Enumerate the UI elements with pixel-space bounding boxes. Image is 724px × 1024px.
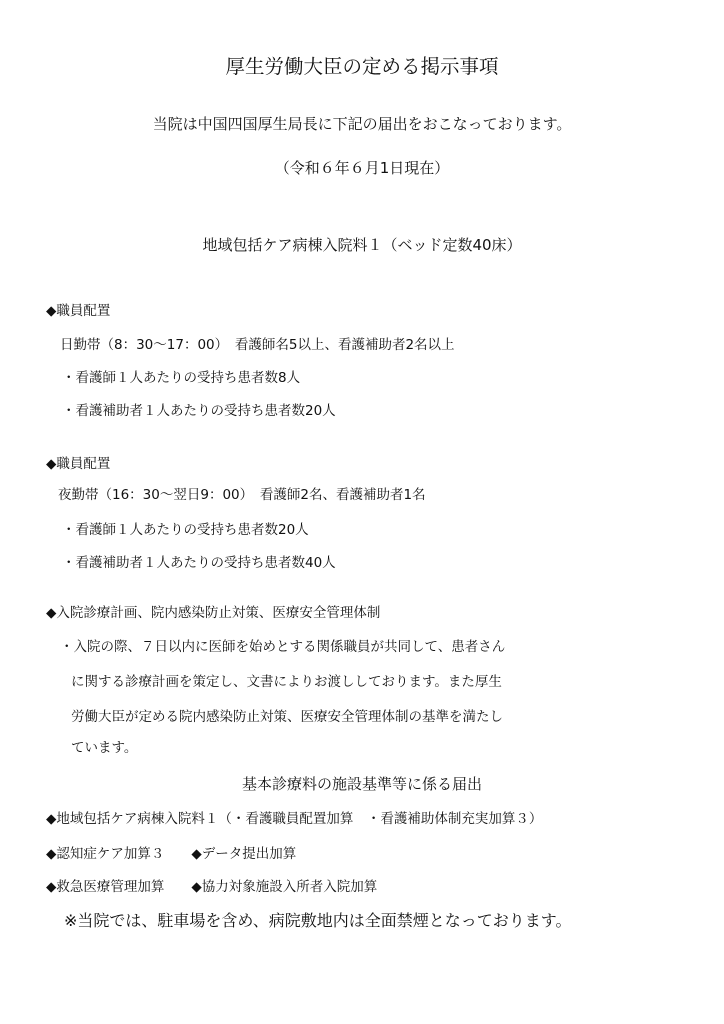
- facility-heading: 基本診療料の施設基準等に係る届出: [241, 775, 482, 793]
- page-title: 厚生労働大臣の定める掲示事項: [225, 55, 499, 78]
- staffing-night-bullet: ・看護補助者１人あたりの受持ち患者数40人: [62, 555, 336, 571]
- staffing-day-shift: 日勤帯（8：30～17：00） 看護師名5以上、看護補助者2名以上: [60, 337, 455, 353]
- facility-item: ◆認知症ケア加算３ ◆データ提出加算: [46, 846, 297, 862]
- no-smoking-notice: ※当院では、駐車場を含め、病院敷地内は全面禁煙となっております。: [64, 911, 572, 930]
- facility-item: ◆地域包括ケア病棟入院料１（・看護職員配置加算 ・看護補助体制充実加算３）: [46, 811, 543, 827]
- staffing-night-bullet: ・看護師１人あたりの受持ち患者数20人: [62, 522, 309, 538]
- plans-heading: ◆入院診療計画、院内感染防止対策、医療安全管理体制: [46, 605, 381, 621]
- ward-title: 地域包括ケア病棟入院料１（ベッド定数40床）: [202, 236, 522, 254]
- plans-line: に関する診療計画を策定し、文書によりお渡ししております。また厚生: [71, 674, 502, 690]
- staffing-day-bullet: ・看護師１人あたりの受持ち患者数8人: [62, 370, 301, 386]
- facility-item: ◆救急医療管理加算 ◆協力対象施設入所者入院加算: [46, 879, 378, 895]
- plans-line: ・入院の際、７日以内に医師を始めとする関係職員が共同して、患者さん: [60, 639, 506, 655]
- staffing-day-bullet: ・看護補助者１人あたりの受持ち患者数20人: [62, 403, 336, 419]
- page-subtitle: 当院は中国四国厚生局長に下記の届出をおこなっております。: [152, 115, 572, 133]
- plans-line: 労働大臣が定める院内感染防止対策、医療安全管理体制の基準を満たし: [71, 709, 503, 725]
- plans-line: ています。: [71, 740, 138, 756]
- effective-date: （令和６年６月1日現在）: [274, 159, 450, 177]
- staffing-day-heading: ◆職員配置: [46, 303, 111, 319]
- staffing-night-heading: ◆職員配置: [46, 456, 111, 472]
- staffing-night-shift: 夜勤帯（16：30～翌日9：00） 看護師2名、看護補助者1名: [58, 487, 426, 503]
